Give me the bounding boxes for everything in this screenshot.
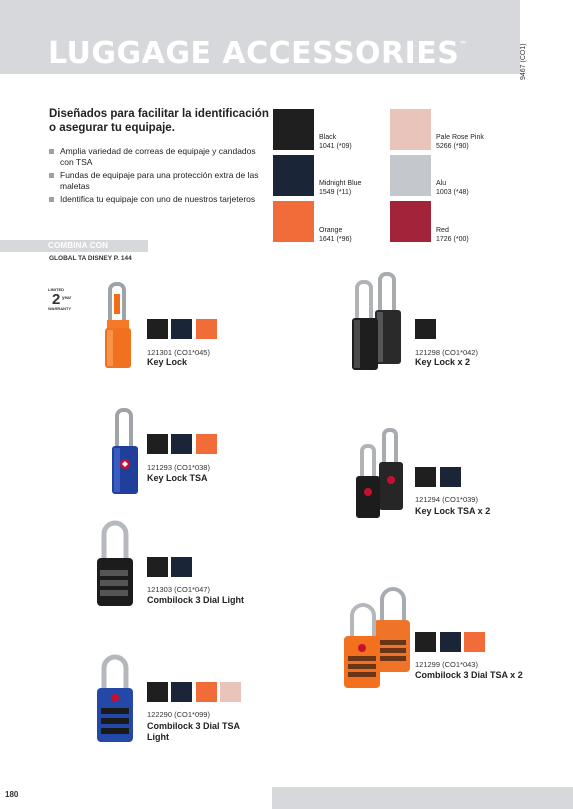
combilock-black-image	[92, 518, 138, 608]
combilock-tsa-pair-image	[340, 586, 412, 690]
color-swatch-pale-rose-pink	[390, 109, 431, 150]
product-name: Combilock 3 Dial TSA Light	[147, 721, 240, 742]
product-color-orange	[464, 632, 485, 652]
feature-list	[49, 146, 264, 208]
product-color-midnight-blue	[440, 467, 461, 487]
color-swatch-alu	[390, 155, 431, 196]
warranty-number: 2	[52, 291, 61, 308]
color-label-alu: Alu 1003 (*48)	[436, 180, 469, 196]
product-code: 121301 (CO1*045)	[147, 348, 210, 357]
product-name: Key Lock TSA	[147, 473, 208, 483]
product-code: 121298 (CO1*042)	[415, 348, 478, 357]
product-color-midnight-blue	[171, 557, 192, 577]
combina-label: COMBINA CON	[48, 241, 109, 250]
warranty-top: LIMITED	[48, 287, 64, 292]
feature-item: Amplia variedad de correas de equipaje y candados con TSA	[49, 146, 264, 167]
product-code: 121303 (CO1*047)	[147, 585, 210, 594]
combilock-tsa-blue-image	[93, 652, 137, 744]
warranty-badge	[48, 287, 74, 315]
catalog-code: 9467 (CO1)	[520, 43, 527, 80]
page-title: LUGGAGE ACCESSORIES™	[48, 36, 468, 71]
key-lock-pair-image	[345, 272, 409, 372]
product-color-orange	[196, 682, 217, 702]
product-color-midnight-blue	[171, 319, 192, 339]
product-name: Key Lock	[147, 357, 188, 367]
feature-item: Fundas de equipaje para una protección extra de las maletas	[49, 170, 264, 191]
product-color-orange	[196, 319, 217, 339]
product-color-midnight-blue	[440, 632, 461, 652]
product-color-orange	[196, 434, 217, 454]
product-color-black	[415, 319, 436, 339]
color-label-midnight-blue: Midnight Blue 1549 (*11)	[319, 180, 362, 196]
product-code: 121293 (CO1*038)	[147, 463, 210, 472]
product-color-black	[147, 434, 168, 454]
product-color-black	[415, 467, 436, 487]
product-color-midnight-blue	[171, 682, 192, 702]
key-lock-tsa-blue-image	[108, 408, 142, 496]
color-swatch-red	[390, 201, 431, 242]
product-code: 122290 (CO1*099)	[147, 710, 210, 719]
footer-band	[272, 787, 573, 809]
intro-heading: Diseñados para facilitar la identificación o asegurar tu equipaje.	[49, 108, 269, 134]
combina-reference: GLOBAL TA DISNEY P. 144	[49, 255, 132, 262]
product-color-black	[147, 319, 168, 339]
color-label-red: Red 1726 (*00)	[436, 227, 469, 243]
color-label-orange: Orange 1641 (*96)	[319, 227, 352, 243]
feature-item: Identifica tu equipaje con uno de nuestros tarjeteros	[49, 194, 264, 205]
product-code: 121299 (CO1*043)	[415, 660, 478, 669]
product-color-black	[147, 682, 168, 702]
color-swatch-midnight-blue	[273, 155, 314, 196]
product-color-black	[147, 557, 168, 577]
color-swatch-black	[273, 109, 314, 150]
product-name: Key Lock x 2	[415, 357, 471, 367]
product-color-black	[415, 632, 436, 652]
product-name: Combilock 3 Dial TSA x 2	[415, 670, 523, 680]
warranty-bottom: WARRANTY	[48, 306, 72, 311]
product-color-pale-rose-pink	[220, 682, 241, 702]
key-lock-tsa-pair-image	[352, 428, 408, 520]
color-label-pale-rose-pink: Pale Rose Pink 5266 (*90)	[436, 134, 484, 150]
key-lock-orange-image	[100, 282, 136, 370]
color-label-black: Black 1041 (*09)	[319, 134, 352, 150]
product-name: Key Lock TSA x 2	[415, 506, 491, 516]
product-name: Combilock 3 Dial Light	[147, 595, 245, 605]
product-code: 121294 (CO1*039)	[415, 495, 478, 504]
color-swatch-orange	[273, 201, 314, 242]
product-color-midnight-blue	[171, 434, 192, 454]
page-number: 180	[5, 790, 19, 799]
warranty-unit: year	[62, 295, 72, 300]
